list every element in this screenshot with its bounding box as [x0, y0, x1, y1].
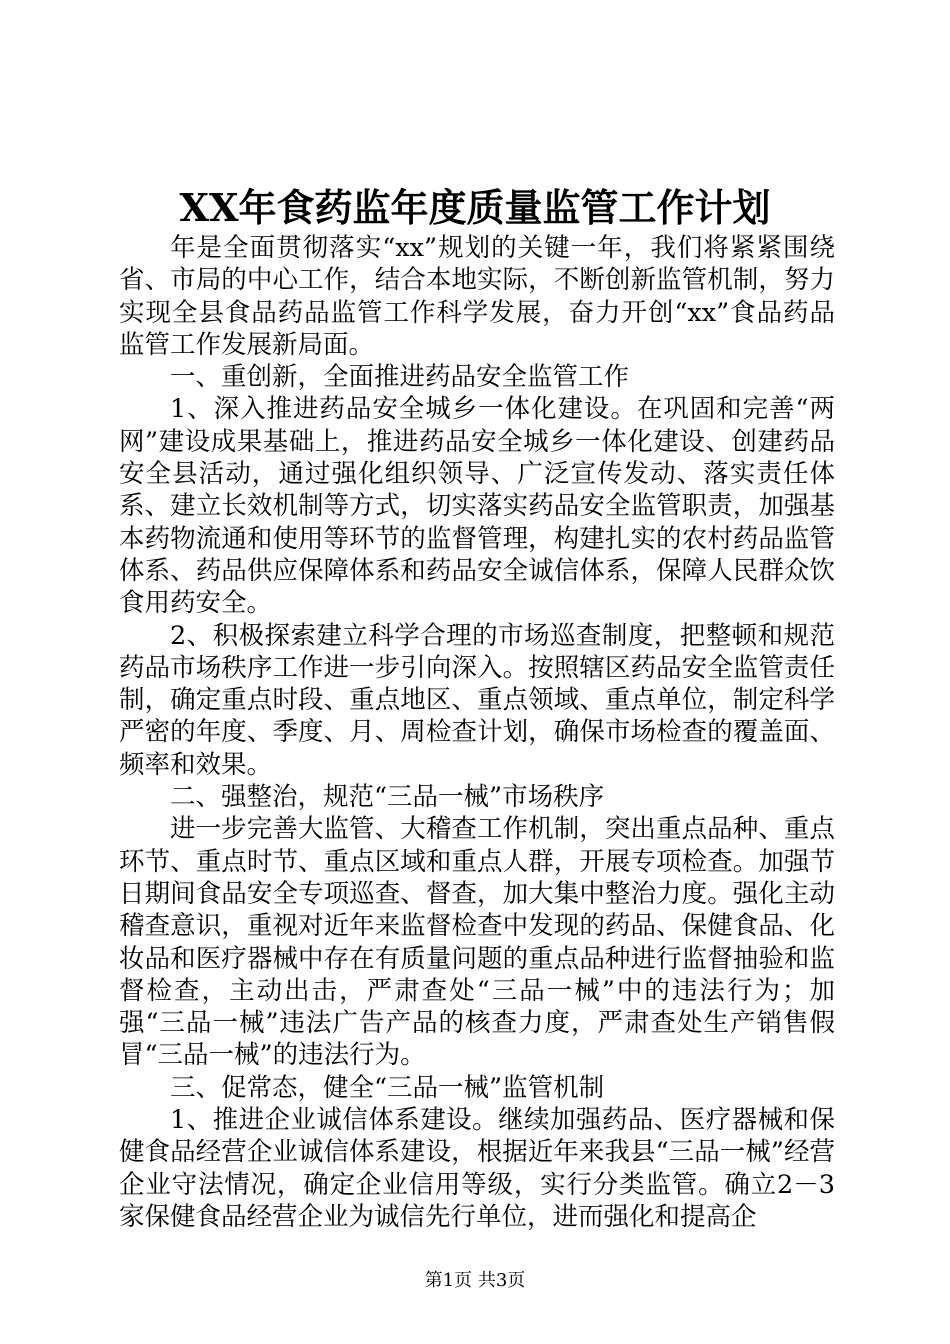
- section-2-paragraph: 进一步完善大监管、大稽查工作机制，突出重点品种、重点环节、重点时节、重点区域和重点人群，开展专项检查。加强节日期间食品安全专项巡查、督查，加大集中整治力度。强化主动稽查意识，重视对近年来监督检查中发现的药品、保健食品、化妆品和医疗器械中存在有质量问题的重点品种进行监督抽验和监督检查，主动出击，严肃查处“三品一械”中的违法行为；加强“三品一械”违法广告产品的核查力度，严肃查处生产销售假冒“三品一械”的违法行为。: [119, 814, 835, 1071]
- section-heading-1: 一、重创新，全面推进药品安全监管工作: [170, 362, 630, 393]
- section-3-item-1: 1、推进企业诚信体系建设。继续加强药品、医疗器械和保健食品经营企业诚信体系建设，根据近年来我县“三品一械”经营企业守法情况，确定企业信用等级，实行分类监管。确立2－3家保健食品经营企业为诚信先行单位，进而强化和提高企: [119, 1105, 835, 1232]
- intro-paragraph: 年是全面贯彻落实“xx”规划的关键一年，我们将紧紧围绕省、市局的中心工作，结合本地实际，不断创新监管机制，努力实现全县食品药品监管工作科学发展，奋力开创“xx”食品药品监管工作发展新局面。: [119, 233, 835, 360]
- document-body: [119, 232, 835, 1233]
- section-heading-3: 三、促常态，健全“三品一械”监管机制: [170, 1072, 605, 1103]
- document-title: XX年食药监年度质量监管工作计划: [179, 185, 771, 230]
- section-heading-2: 二、强整治，规范“三品一械”市场秩序: [170, 782, 605, 813]
- section-1-item-2: 2、积极探索建立科学合理的市场巡查制度，把整顿和规范药品市场秩序工作进一步引向深入。按照辖区药品安全监管责任制，确定重点时段、重点地区、重点领域、重点单位，制定科学严密的年度、季度、月、周检查计划，确保市场检查的覆盖面、频率和效果。: [119, 620, 835, 780]
- page-number-footer: 第1页 共3页: [424, 1270, 526, 1291]
- section-1-item-1: 1、深入推进药品安全城乡一体化建设。在巩固和完善“两网”建设成果基础上，推进药品安全城乡一体化建设、创建药品安全县活动，通过强化组织领导、广泛宣传发动、落实责任体系、建立长效机制等方式，切实落实药品安全监管职责，加强基本药物流通和使用等环节的监督管理，构建扎实的农村药品监管体系、药品供应保障体系和药品安全诚信体系，保障人民群众饮食用药安全。: [119, 394, 835, 619]
